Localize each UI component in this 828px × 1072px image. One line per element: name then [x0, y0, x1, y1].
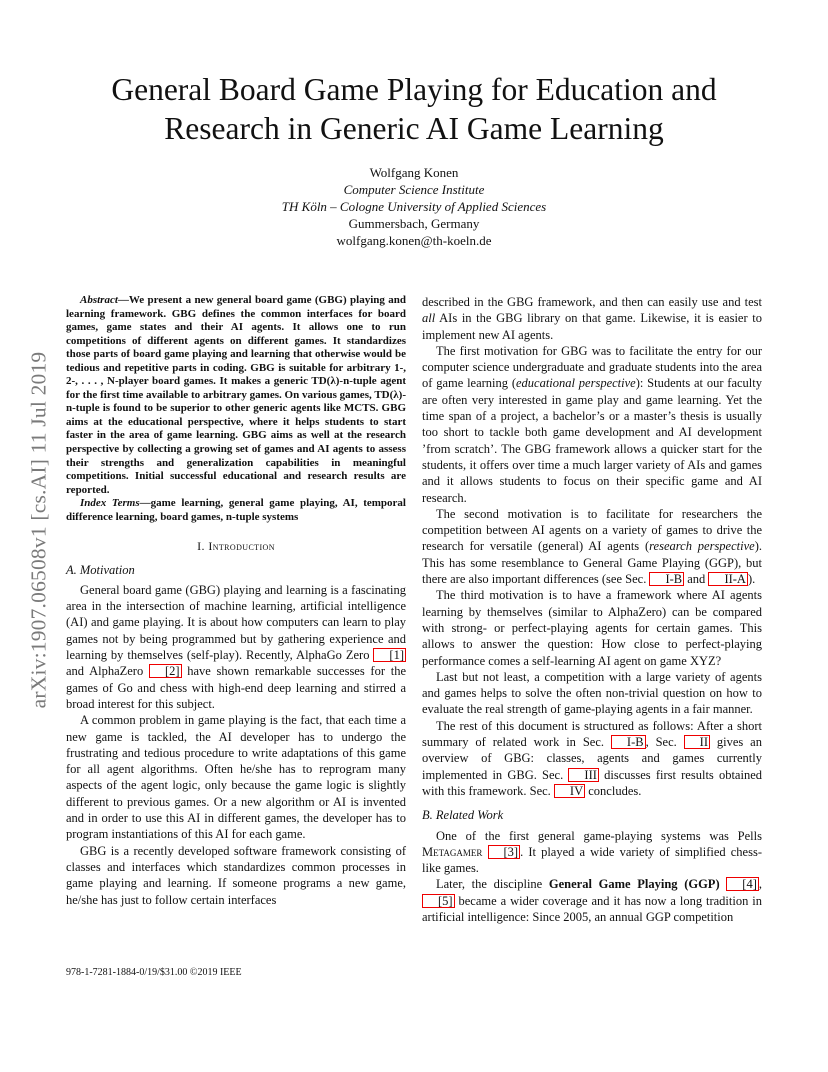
arxiv-sidebar — [26, 300, 52, 760]
section-link[interactable]: III — [568, 768, 599, 782]
citation-link[interactable]: [2] — [149, 664, 182, 678]
text: concludes. — [585, 783, 642, 798]
abstract-label: Abstract — [80, 294, 118, 306]
text: discusses first results obtained with this framework. Sec. — [422, 767, 763, 798]
title-line-1: General Board Game Playing for Education and — [111, 72, 717, 107]
paper-title — [60, 70, 768, 148]
subsection-heading: B. Related Work — [422, 808, 504, 823]
section-number: I. — [197, 539, 209, 554]
text: described in the GBG framework, and then can easily use and test — [422, 295, 762, 309]
paragraph: A common problem in game playing is the fact, that each time a new game is tackled, the AI developer has to undergo the frustrating and tedious procedure to write adaptations of this game for all agent algorithms. Often he/she has to reprogram many aspects of the agent logic, only because the game logic is slightly different to previous games. Or a new algorithm or AI is invented and in order to use this AI in different games, the developer has to program instantiations of this AI for each game. — [66, 713, 406, 842]
bold-term: General Game Playing (GGP) — [548, 877, 720, 892]
paragraph — [422, 343, 762, 506]
paragraph — [66, 582, 406, 712]
text: The second motivation is to facilitate for researchers the competition between AI agents on a variety of games to drive the research for versatile (general) AI agents ( — [422, 506, 762, 554]
abstract-text: —We present a new general board game (GBG) playing and learning framework. GBG defines the common interfaces for board games, game states and their AI agents. It allows one to run competitions of different agents on different games. It standardizes those parts of board game playing and learning that otherwise would be tedious and repetitive parts in coding. GBG is suitable for arbitrary 1-, 2-, . . . , N-player board games. It makes a generic TD(λ)-n-tuple agent for the first time available to arbitrary games. On various games, TD(λ)-n-tuple is found to be superior to other generic agents like MCTS. GBG aims at the educational perspective, where it helps students to start faster in the area of game learning. GBG aims as well at the research perspective by collecting a growing set of games and AI agents to assess their strengths and generalization capabilities in meaningful competitions. Initial successful educational and research results are reported. — [66, 294, 406, 496]
title-line-2: Research in Generic AI Game Learning — [164, 111, 664, 146]
text: ). — [747, 572, 756, 587]
text: AIs in the GBG library on that game. Likewise, it is easier to implement new AI agents. — [422, 311, 762, 342]
section-link[interactable]: I-B — [611, 735, 646, 749]
section-link[interactable]: II — [684, 735, 710, 749]
right-column — [422, 294, 762, 925]
text — [720, 877, 727, 891]
section-link[interactable]: II-A — [708, 572, 748, 586]
text: , — [758, 877, 762, 892]
section-link[interactable]: IV — [554, 784, 585, 798]
index-terms-label: Index Terms — [80, 497, 140, 510]
section-heading — [66, 538, 406, 554]
abstract — [66, 294, 406, 497]
subsection-heading: A. Motivation — [66, 562, 135, 577]
left-column — [66, 294, 406, 908]
author-city: Gummersbach, Germany — [348, 216, 480, 231]
arxiv-identifier: arXiv:1907.06508v1 [cs.AI] 11 Jul 2019 — [26, 351, 51, 709]
text: gives an overview of GBG: classes, agents and games currently implemented in GBG. Sec. — [422, 735, 762, 782]
author-dept: Computer Science Institute — [343, 182, 485, 197]
text: , Sec. — [645, 735, 684, 750]
text: The first motivation for GBG was to facilitate the entry for our computer science undergraduate and graduate students into the area of game learning ( — [422, 343, 762, 391]
system-name: Metagamer — [422, 844, 483, 859]
text: One of the first general game-playing systems was Pells — [436, 828, 762, 843]
text: . It played a wide variety of simplified chess-like games. — [422, 844, 762, 876]
paragraph — [422, 876, 762, 925]
author-name: Wolfgang Konen — [369, 165, 459, 180]
citation-link[interactable]: [4] — [726, 877, 759, 891]
text: ): Students at our faculty are often very interested in game play and game learning. Yet the time span of a project, a bachelor’s or a master’s thesis is usually too short to tackle both game development and AI development ’from scratch’. The GBG framework allows a quicker start for the students, it offers over time a much larger variety of AIs and games and it allows students to focus on their specific game and AI research. — [422, 376, 762, 505]
index-terms-text: —game learning, general game playing, AI, temporal difference learning, board games, n-tuple systems — [66, 497, 406, 523]
citation-link[interactable]: [1] — [373, 648, 406, 662]
section-title: Introduction — [208, 539, 275, 554]
author-univ: TH Köln – Cologne University of Applied Sciences — [281, 199, 547, 214]
paragraph — [422, 828, 762, 877]
text: have shown remarkable successes for the games of Go and chess with high-end deep learning and stirred a broad interest for this subject. — [66, 664, 406, 711]
paragraph: GBG is a recently developed software framework consisting of classes and interfaces which standardizes common processes in game playing and learning. If someone programs a new game, he/she has just to follow certain interfaces — [66, 843, 406, 907]
paragraph — [422, 294, 762, 343]
index-terms — [66, 497, 406, 524]
citation-link[interactable]: [5] — [422, 894, 455, 908]
paragraph: The third motivation is to have a framework where AI agents learning by themselves (similar to AlphaZero) can be compared with strong- or perfect-playing agents for certain games. This allows to answer the question: How close to perfect-playing performance comes a self-learning AI agent on game XYZ? — [422, 588, 762, 668]
citation-link[interactable]: [3] — [488, 845, 521, 859]
text: ). This has some resemblance to General Game Playing (GGP), but there are also important differences (see Sec. — [422, 539, 762, 587]
paragraph — [422, 718, 762, 799]
emphasis: educational perspective — [515, 376, 636, 391]
text: The rest of this document is structured as follows: After a short summary of related work in Sec. — [422, 718, 762, 750]
author-block — [160, 164, 668, 249]
section-link[interactable]: I-B — [649, 572, 684, 586]
emphasis: research perspective — [649, 539, 755, 554]
text: Later, the discipline — [436, 877, 549, 892]
paragraph — [422, 506, 762, 587]
text: became a wider coverage and it has now a long tradition in artificial intelligence: Since 2005, an annual GGP competition — [422, 893, 762, 924]
copyright-footer: 978-1-7281-1884-0/19/$31.00 ©2019 IEEE — [66, 967, 242, 978]
paragraph: Last but not least, a competition with a large variety of agents and games helps to solve the often non-trivial question on how to evaluate the real strength of game-playing agents in a fair manner. — [422, 669, 762, 717]
author-email[interactable]: wolfgang.konen@th-koeln.de — [336, 233, 492, 248]
text: General board game (GBG) playing and learning is a fascinating area in the intersection of machine learning, artificial intelligence (AI) and game playing. It is about how computers can learn to play games not by being programmed but by gathering experience and learning by themselves (self-play). Recently, AlphaGo Zero — [66, 582, 406, 663]
text: and AlphaZero — [66, 664, 149, 679]
emphasis: all — [422, 311, 436, 326]
text: and — [684, 572, 709, 587]
